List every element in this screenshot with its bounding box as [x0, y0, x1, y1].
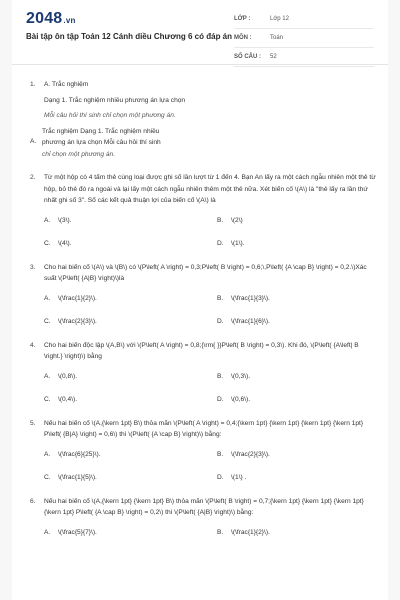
option-letter: C. — [44, 474, 51, 481]
option-letter: C. — [44, 318, 51, 325]
option-text-line: phương án lựa chọn Mỗi câu hỏi thí sinh — [42, 139, 161, 146]
option-b[interactable] — [217, 293, 390, 305]
option-text: \(1\) . — [231, 474, 247, 481]
meta-value: Toán — [270, 35, 284, 41]
question-text: Từ một hộp có 4 tấm thẻ cùng loại được ghi số lần lượt từ 1 đến 4. Bạn An lấy ra một cách ngẫu nhiên một thẻ từ hộp, bỏ thẻ đó ra ngoài và lại lấy một cách ngẫu nhiên thêm một thẻ nữa. Xét biến cố \(A\) là "thẻ lấy ra lần thứ nhất ghi số 3". Số các kết quả thuận lợi của biến cố \(A\) là — [44, 174, 376, 204]
option-a[interactable] — [44, 293, 217, 305]
option-text: \(\frac{1}{5}\). — [58, 474, 97, 481]
option-b[interactable] — [217, 449, 390, 461]
meta-row-class — [234, 10, 374, 29]
option-a[interactable] — [44, 371, 217, 383]
option-letter: B. — [217, 216, 224, 224]
option-letter: D. — [217, 318, 224, 325]
option-letter: A. — [44, 372, 51, 380]
meta-row-subject — [234, 29, 374, 48]
option-text-line: Trắc nghiệm Dạng 1. Trắc nghiệm nhiều — [42, 127, 160, 135]
option-b[interactable] — [217, 527, 390, 539]
worksheet-page — [12, 0, 388, 600]
option-text: \(0,6\). — [231, 396, 251, 403]
document-meta — [234, 10, 374, 67]
option-d[interactable] — [217, 316, 390, 328]
option-text: \(\frac{1}{6}\). — [231, 318, 270, 325]
option-letter: A. — [44, 528, 51, 536]
option-a[interactable] — [44, 215, 217, 227]
option-letter: D. — [217, 474, 224, 481]
option-letter: B. — [217, 450, 224, 458]
option-letter: D. — [217, 240, 224, 247]
option-text: \(0,3\). — [231, 372, 251, 380]
question-4 — [30, 340, 376, 406]
option-c[interactable] — [44, 472, 217, 484]
option-text: \(0,4\). — [58, 396, 78, 403]
option-d[interactable] — [217, 238, 390, 250]
option-a[interactable] — [30, 126, 376, 161]
option-letter: A. — [30, 137, 37, 145]
option-b[interactable] — [217, 371, 390, 383]
option-letter: B. — [217, 294, 224, 302]
option-text: \(2\) — [231, 216, 243, 224]
option-letter: A. — [44, 216, 51, 224]
site-logo[interactable] — [26, 10, 76, 28]
option-text: \(\frac{5}{7}\). — [58, 528, 97, 536]
section-instruction: Mỗi câu hỏi thí sinh chỉ chọn một phương án. — [44, 112, 176, 119]
option-b[interactable] — [217, 215, 390, 227]
option-letter: B. — [217, 528, 224, 536]
question-text: Nếu hai biến cố \(A,{\kern 1pt} B\) thỏa mãn \(P\left( A \right) = 0,4;{\kern 1pt} {\kern 1pt} {\kern 1pt} {\kern 1pt} P\left( {B|A} \right) = 0,6\) thì \(P\left( {A \cap B} \right)\) bằng: — [44, 419, 364, 438]
question-number: 3. — [30, 263, 36, 271]
meta-value: 52 — [270, 54, 277, 60]
option-letter: B. — [217, 372, 224, 380]
logo-suffix: .vn — [63, 16, 76, 25]
question-3 — [30, 262, 376, 328]
option-text: \(\frac{1}{3}\). — [231, 294, 270, 302]
option-c[interactable] — [44, 238, 217, 250]
option-text: \(0,8\). — [58, 372, 78, 380]
option-letter: C. — [44, 396, 51, 403]
option-letter: D. — [217, 396, 224, 403]
option-text: \(\frac{1}{2}\). — [231, 528, 270, 536]
question-1 — [30, 79, 376, 160]
option-a[interactable] — [44, 449, 217, 461]
meta-label: LỚP : — [234, 16, 251, 22]
question-number: 6. — [30, 497, 36, 505]
question-5 — [30, 418, 376, 484]
option-text-line: chỉ chọn một phương án. — [42, 150, 116, 158]
option-letter: A. — [44, 294, 51, 302]
question-list — [12, 65, 388, 538]
question-2 — [30, 172, 376, 250]
option-letter: C. — [44, 240, 51, 247]
option-text: \(4\). — [58, 240, 72, 247]
option-d[interactable] — [217, 394, 390, 406]
option-text: \(\frac{1}{2}\). — [58, 294, 97, 302]
question-text: Nếu hai biến cố \(A,{\kern 1pt} {\kern 1pt} B\) thỏa mãn \(P\left( B \right) = 0,7;{\kern 1pt} {\kern 1pt} {\kern 1pt} {\kern 1pt} P\left( {A \cap B} \right) = 0,2\) thì \(P\left( {A|B} \right)\) bằng: — [44, 497, 364, 516]
option-text: \(3\). — [58, 216, 72, 224]
meta-label: MÔN : — [234, 35, 252, 41]
question-text: A. Trắc nghiệm — [44, 81, 89, 88]
option-text: \(\frac{2}{3}\). — [231, 450, 270, 458]
question-number: 1. — [30, 81, 36, 88]
question-number: 4. — [30, 341, 36, 349]
page-header — [12, 0, 388, 64]
option-c[interactable] — [44, 394, 217, 406]
logo-text: 2048 — [26, 10, 63, 27]
question-number: 2. — [30, 174, 36, 181]
meta-row-count — [234, 48, 374, 67]
question-text: Cho hai biến cố \(A\) và \(B\) có \(P\left( A \right) = 0,3;P\left( B \right) = 0,6;\,P\left( {A \cap B} \right) = 0,2.\)Xác suất \(P\left( {A|B} \right)\)là — [44, 263, 367, 282]
option-text: \(\frac{6}{25}\). — [58, 450, 101, 458]
question-6 — [30, 496, 376, 539]
option-text: \(\frac{2}{3}\). — [58, 318, 97, 325]
meta-value: Lớp 12 — [270, 16, 289, 22]
option-text: \(1\). — [231, 240, 245, 247]
section-heading: Dạng 1. Trắc nghiệm nhiều phương án lựa chọn — [44, 96, 186, 104]
option-d[interactable] — [217, 472, 390, 484]
meta-label: SỐ CÂU : — [234, 54, 261, 60]
question-text: Cho hai biến độc lập \(A,B\) với \(P\left( A \right) = 0,8;{\rm{ }}P\left( B \right) = 0,3\). Khi đó, \(P\left( {A\left| B \right.} \right)\) bằng — [44, 341, 359, 360]
question-number: 5. — [30, 419, 36, 427]
document-title: Bài tập ôn tập Toán 12 Cánh diều Chương 6 có đáp án — [26, 32, 233, 41]
option-c[interactable] — [44, 316, 217, 328]
option-a[interactable] — [44, 527, 217, 539]
option-letter: A. — [44, 450, 51, 458]
